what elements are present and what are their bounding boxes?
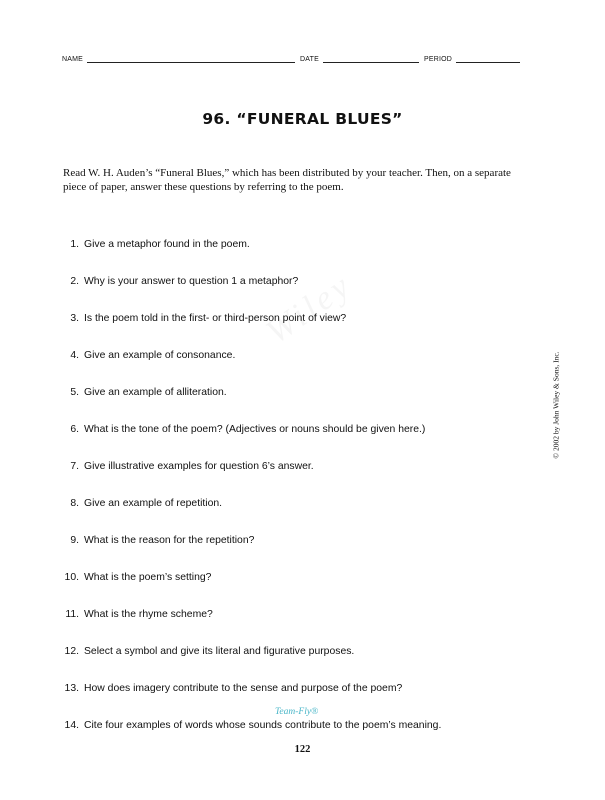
question-text: Is the poem told in the first- or third-person point of view? bbox=[84, 313, 347, 324]
question-item bbox=[63, 238, 441, 275]
question-number: 11. bbox=[65, 609, 79, 620]
worksheet-title: 96. “FUNERAL BLUES” bbox=[202, 110, 403, 128]
question-text: Give illustrative examples for question 6’s answer. bbox=[84, 461, 314, 472]
question-item bbox=[63, 312, 441, 349]
question-item bbox=[63, 386, 441, 423]
question-item bbox=[63, 275, 441, 312]
question-number: 3. bbox=[70, 313, 79, 324]
question-item bbox=[63, 460, 441, 497]
question-number: 14. bbox=[64, 720, 79, 731]
question-text: What is the reason for the repetition? bbox=[84, 535, 255, 546]
question-text: Give an example of consonance. bbox=[84, 350, 236, 361]
question-text: What is the tone of the poem? (Adjectives or nouns should be given here.) bbox=[84, 424, 426, 435]
question-text: Give an example of alliteration. bbox=[84, 387, 227, 398]
name-blank bbox=[87, 55, 295, 63]
team-fly-mark: Team-Fly® bbox=[275, 707, 319, 717]
page-number: 122 bbox=[294, 744, 311, 755]
date-label: DATE bbox=[300, 56, 319, 63]
question-number: 8. bbox=[70, 498, 79, 509]
question-text: What is the poem’s setting? bbox=[84, 572, 212, 583]
question-item bbox=[63, 497, 441, 534]
name-label: NAME bbox=[62, 56, 84, 63]
question-item bbox=[63, 534, 441, 571]
question-number: 2. bbox=[70, 276, 79, 287]
question-number: 4. bbox=[70, 350, 79, 361]
period-label: PERIOD bbox=[423, 56, 453, 63]
question-list bbox=[63, 238, 441, 756]
question-number: 7. bbox=[70, 461, 79, 472]
question-text: Why is your answer to question 1 a metaphor? bbox=[84, 276, 299, 287]
student-info-header bbox=[62, 55, 532, 63]
question-text: Give an example of repetition. bbox=[84, 498, 223, 509]
question-item bbox=[63, 608, 441, 645]
question-item bbox=[63, 571, 441, 608]
instructions-paragraph: Read W. H. Auden’s “Funeral Blues,” which has been distributed by your teacher. Then, on a separate piece of paper, answer these questions by referring to the poem. bbox=[63, 167, 511, 193]
date-blank bbox=[323, 55, 419, 63]
question-item bbox=[63, 423, 441, 460]
question-item bbox=[63, 682, 441, 719]
copyright-notice: © 2002 by John Wiley & Sons, Inc. bbox=[551, 351, 561, 459]
question-number: 13. bbox=[64, 683, 79, 694]
question-text: Select a symbol and give its literal and figurative purposes. bbox=[84, 646, 355, 657]
question-number: 10. bbox=[64, 572, 79, 583]
question-text: What is the rhyme scheme? bbox=[84, 609, 213, 620]
question-number: 6. bbox=[70, 424, 79, 435]
question-item bbox=[63, 645, 441, 682]
question-text: Cite four examples of words whose sounds contribute to the poem’s meaning. bbox=[84, 720, 442, 731]
period-blank bbox=[456, 55, 520, 63]
question-number: 5. bbox=[70, 387, 79, 398]
question-text: Give a metaphor found in the poem. bbox=[84, 239, 250, 250]
question-text: How does imagery contribute to the sense and purpose of the poem? bbox=[84, 683, 403, 694]
question-number: 1. bbox=[70, 239, 79, 250]
question-item bbox=[63, 349, 441, 386]
question-number: 12. bbox=[64, 646, 79, 657]
question-number: 9. bbox=[70, 535, 79, 546]
